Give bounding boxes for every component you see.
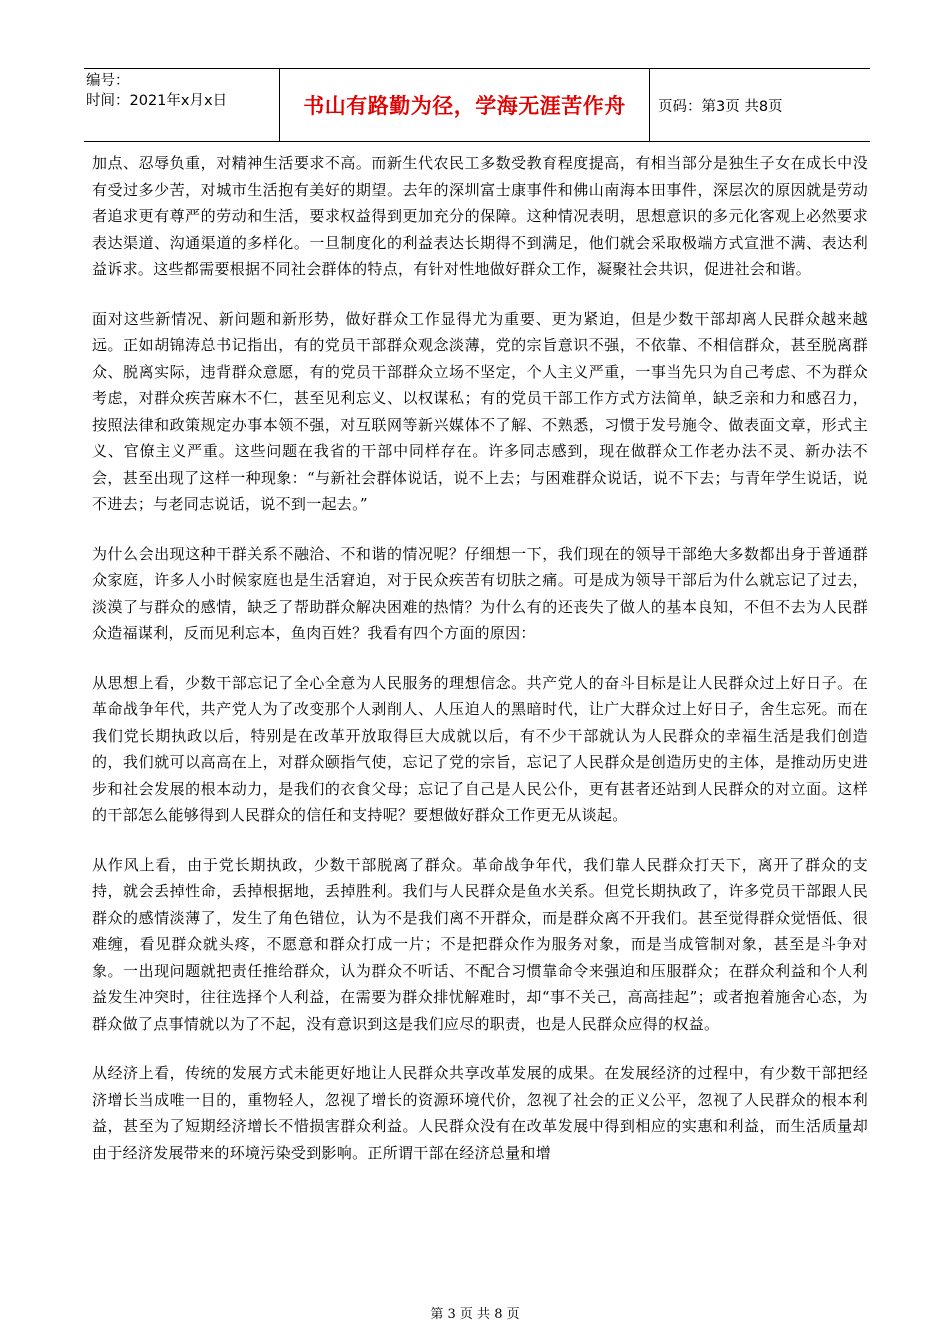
paragraph: 为什么会出现这种干群关系不融洽、不和谐的情况呢？仔细想一下，我们现在的领导干部绝大多数都出身于普通群众家庭，许多人小时候家庭也是生活窘迫，对于民众疾苦有切肤之痛。可是成为领导干部后为什么就忘记了过去，淡漠了与群众的感情，缺乏了帮助群众解决困难的热情？为什么有的还丧失了做人的基本良知，不但不去为人民群众造福谋利，反而见利忘本，鱼肉百姓？我看有四个方面的原因： <box>92 544 868 642</box>
header-meta <box>84 69 280 141</box>
page-footer <box>0 1303 950 1322</box>
number-label: 编号： <box>86 73 130 89</box>
paragraph: 面对这些新情况、新问题和新形势，做好群众工作显得尤为重要、更为紧迫，但是少数干部却离人民群众越来越远。正如胡锦涛总书记指出，有的党员干部群众观念淡薄，党的宗旨意识不强，不依靠、不相信群众，甚至脱离群众、脱离实际，违背群众意愿，有的党员干部群众立场不坚定，个人主义严重，一事当先只为自己考虑、不为群众考虑，对群众疾苦麻木不仁，甚至见利忘义、以权谋私；有的党员干部工作方式方法简单，缺乏亲和力和感召力，按照法律和政策规定办事本领不强，对互联网等新兴媒体不了解、不熟悉，习惯于发号施令、做表面文章，形式主义、官僚主义严重。这些问题在我省的干部中同样存在。许多同志感到，现在做群众工作老办法不灵、新办法不会，甚至出现了这样一种现象：“与新社会群体说话，说不上去；与困难群众说话，说不下去；与青年学生说话，说不进去；与老同志说话，说不到一起去。” <box>92 309 868 513</box>
time-label: 时间：2021年x月x日 <box>86 93 228 109</box>
document-body <box>92 150 868 1189</box>
header-motto-cell <box>280 69 650 141</box>
header-page-cell <box>650 69 870 141</box>
motto: 书山有路勤为径，学海无涯苦作舟 <box>303 94 626 118</box>
paragraph: 从经济上看，传统的发展方式未能更好地让人民群众共享改革发展的成果。在发展经济的过程中，有少数干部把经济增长当成唯一目的，重物轻人，忽视了增长的资源环境代价，忽视了社会的正义公平，忽视了人民群众的根本利益，甚至为了短期经济增长不惜损害群众利益。人民群众没有在改革发展中得到相应的实惠和利益，而生活质量却由于经济发展带来的环境污染受到影响。正所谓干部在经济总量和增 <box>92 1064 868 1162</box>
document-header <box>84 68 870 142</box>
paragraph: 加点、忍辱负重，对精神生活要求不高。而新生代农民工多数受教育程度提高，有相当部分是独生子女在成长中没有受过多少苦，对城市生活抱有美好的期望。去年的深圳富士康事件和佛山南海本田事件，深层次的原因就是劳动者追求更有尊严的劳动和生活，要求权益得到更加充分的保障。这种情况表明，思想意识的多元化客观上必然要求表达渠道、沟通渠道的多样化。一旦制度化的利益表达长期得不到满足，他们就会采取极端方式宣泄不满、表达利益诉求。这些都需要根据不同社会群体的特点，有针对性地做好群众工作，凝聚社会共识，促进社会和谐。 <box>92 154 868 278</box>
footer-page-number: 第 3 页 共 8 页 <box>430 1307 520 1322</box>
paragraph: 从作风上看，由于党长期执政，少数干部脱离了群众。革命战争年代，我们靠人民群众打天下，离开了群众的支持，就会丢掉性命，丢掉根据地，丢掉胜利。我们与人民群众是鱼水关系。但党长期执政了，许多党员干部跟人民群众的感情淡薄了，发生了角色错位，认为不是我们离不开群众，而是群众离不开我们。甚至觉得群众觉悟低、很难缠，看见群众就头疼，不愿意和群众打成一片；不是把群众作为服务对象，而是当成管制对象，甚至是斗争对象。一出现问题就把责任推给群众，认为群众不听话、不配合习惯靠命令来强迫和压服群众；在群众利益和个人利益发生冲突时，往往选择个人利益，在需要为群众排忧解难时，却“事不关己，高高挂起”；或者抱着施舍心态，为群众做了点事情就以为了不起，没有意识到这是我们应尽的职责，也是人民群众应得的权益。 <box>92 855 868 1033</box>
paragraph: 从思想上看，少数干部忘记了全心全意为人民服务的理想信念。共产党人的奋斗目标是让人民群众过上好日子。在革命战争年代，共产党人为了改变那个人剥削人、人压迫人的黑暗时代，让广大群众过上好日子，舍生忘死。而在我们党长期执政以后，特别是在改革开放取得巨大成就以后，有不少干部就认为人民群众的幸福生活是我们创造的，我们就可以高高在上，对群众颐指气使，忘记了党的宗旨，忘记了人民群众是创造历史的主体，是推动历史进步和社会发展的根本动力，是我们的衣食父母；忘记了自己是人民公仆，更有甚者还站到人民群众的对立面。这样的干部怎么能够得到人民群众的信任和支持呢？要想做好群众工作更无从谈起。 <box>92 673 868 824</box>
page-label: 页码：第3页 共8页 <box>658 98 783 115</box>
